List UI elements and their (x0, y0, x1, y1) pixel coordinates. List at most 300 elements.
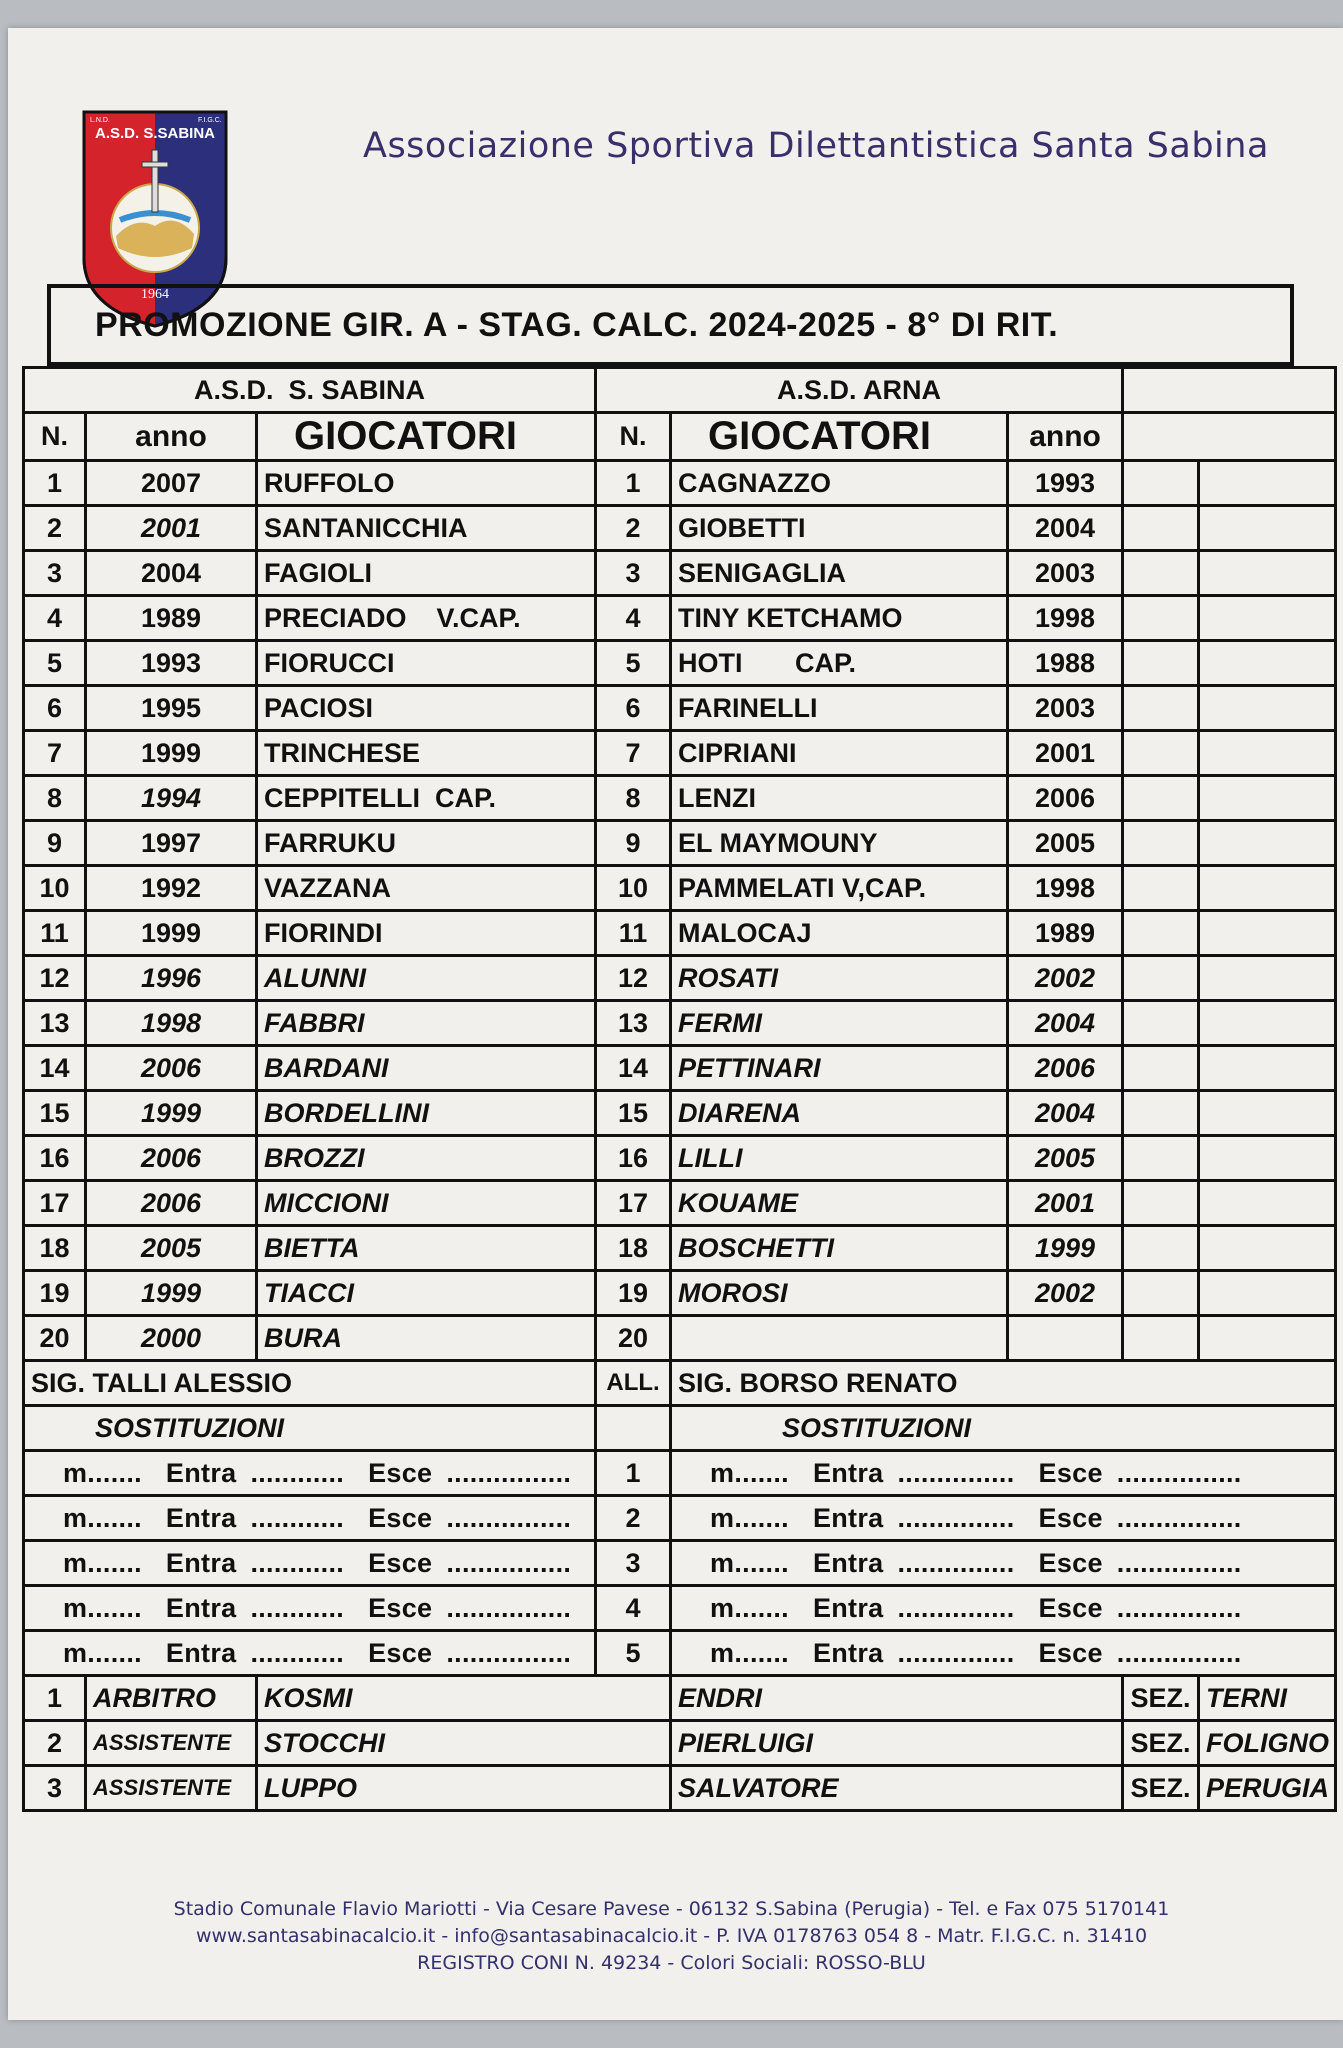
player-row (24, 1046, 1336, 1091)
away-player-year: 2003 (1008, 686, 1123, 731)
substitution-number: 3 (596, 1541, 671, 1586)
blank-cell (1199, 1001, 1336, 1046)
away-substitution-line (671, 1586, 1336, 1631)
minute-field: m....... (63, 1502, 142, 1533)
away-player-name: CAGNAZZO (671, 461, 1008, 506)
blank-cell (1123, 1001, 1199, 1046)
home-player-year: 1989 (86, 596, 257, 641)
home-player-name: RUFFOLO (257, 461, 596, 506)
enter-field: ............ (250, 1547, 345, 1578)
away-player-year: 2003 (1008, 551, 1123, 596)
home-player-number: 19 (24, 1271, 86, 1316)
away-player-number: 5 (596, 641, 671, 686)
home-substitution-line (24, 1496, 596, 1541)
minute-field: m....... (63, 1637, 142, 1668)
home-player-number: 6 (24, 686, 86, 731)
footer-line-2: www.santasabinacalcio.it - info@santasabinacalcio.it - P. IVA 0178763 054 8 - Matr. F.I.G.C. n. 31410 (195, 1925, 1148, 1947)
home-player-name: MICCIONI (257, 1181, 596, 1226)
player-row (24, 1271, 1336, 1316)
minute-field: m....... (710, 1547, 789, 1578)
official-section: FOLIGNO (1199, 1721, 1336, 1766)
substitutions-title-row (24, 1406, 1336, 1451)
home-substitution-line (24, 1541, 596, 1586)
player-row (24, 1136, 1336, 1181)
blank-cell (1123, 413, 1336, 461)
home-player-name: SANTANICCHIA (257, 506, 596, 551)
away-player-name: CIPRIANI (671, 731, 1008, 776)
home-player-year: 1999 (86, 1271, 257, 1316)
away-substitution-line (671, 1496, 1336, 1541)
exit-field: ................ (446, 1592, 572, 1623)
exit-label: Esce (368, 1637, 433, 1668)
official-surname: KOSMI (257, 1676, 671, 1721)
exit-label: Esce (1038, 1637, 1103, 1668)
player-row (24, 1181, 1336, 1226)
exit-label: Esce (368, 1592, 433, 1623)
away-player-year (1008, 1316, 1123, 1361)
away-coach: SIG. BORSO RENATO (671, 1361, 1336, 1406)
blank-cell (1123, 1136, 1199, 1181)
away-player-number: 19 (596, 1271, 671, 1316)
section-label: SEZ. (1123, 1766, 1199, 1811)
away-subs-title: SOSTITUZIONI (671, 1406, 1336, 1451)
away-player-number: 3 (596, 551, 671, 596)
away-player-year: 2004 (1008, 1091, 1123, 1136)
substitution-row (24, 1631, 1336, 1676)
home-player-name: FIORINDI (257, 911, 596, 956)
exit-field: ................ (1116, 1637, 1242, 1668)
away-player-year: 1993 (1008, 461, 1123, 506)
enter-label: Entra (812, 1502, 884, 1533)
logo-small-right: F.I.G.C. (198, 117, 222, 124)
blank-cell (1123, 506, 1199, 551)
blank-cell (1199, 551, 1336, 596)
official-role: ASSISTENTE (86, 1721, 257, 1766)
exit-field: ................ (446, 1637, 572, 1668)
blank-cell (1199, 731, 1336, 776)
official-name: PIERLUIGI (671, 1721, 1123, 1766)
home-player-name: BORDELLINI (257, 1091, 596, 1136)
substitution-number: 2 (596, 1496, 671, 1541)
player-row (24, 686, 1336, 731)
enter-label: Entra (165, 1637, 237, 1668)
home-col-year: anno (86, 413, 257, 461)
home-player-year: 1995 (86, 686, 257, 731)
blank-cell (1123, 1271, 1199, 1316)
away-player-name: SENIGAGLIA (671, 551, 1008, 596)
minute-field: m....... (710, 1502, 789, 1533)
player-row (24, 1091, 1336, 1136)
home-player-name: VAZZANA (257, 866, 596, 911)
blank-cell (1199, 1181, 1336, 1226)
official-name: SALVATORE (671, 1766, 1123, 1811)
player-row (24, 506, 1336, 551)
enter-label: Entra (812, 1547, 884, 1578)
home-player-name: BROZZI (257, 1136, 596, 1181)
away-player-year: 2004 (1008, 506, 1123, 551)
blank-cell (1123, 461, 1199, 506)
match-title: PROMOZIONE GIR. A - STAG. CALC. 2024-2025 - 8° DI RIT. (47, 284, 1294, 366)
exit-field: ................ (446, 1502, 572, 1533)
player-row (24, 911, 1336, 956)
official-role: ARBITRO (86, 1676, 257, 1721)
blank-cell (1199, 506, 1336, 551)
minute-field: m....... (710, 1592, 789, 1623)
blank-cell (1199, 1271, 1336, 1316)
enter-label: Entra (812, 1637, 884, 1668)
player-row (24, 641, 1336, 686)
exit-field: ................ (446, 1547, 572, 1578)
blank-cell (1123, 821, 1199, 866)
home-player-name: FABBRI (257, 1001, 596, 1046)
away-player-year: 2005 (1008, 1136, 1123, 1181)
enter-field: ............ (250, 1592, 345, 1623)
exit-label: Esce (1038, 1547, 1103, 1578)
home-player-name: PRECIADO V.CAP. (257, 596, 596, 641)
official-number: 1 (24, 1676, 86, 1721)
away-player-year: 2005 (1008, 821, 1123, 866)
blank-cell (1199, 1136, 1336, 1181)
home-player-number: 14 (24, 1046, 86, 1091)
home-player-number: 4 (24, 596, 86, 641)
home-coach: SIG. TALLI ALESSIO (24, 1361, 596, 1406)
coach-row (24, 1361, 1336, 1406)
exit-field: ................ (1116, 1592, 1242, 1623)
exit-label: Esce (1038, 1502, 1103, 1533)
blank-cell (1123, 911, 1199, 956)
blank-cell (1199, 821, 1336, 866)
footer-line-1: Stadio Comunale Flavio Mariotti - Via Cesare Pavese - 06132 S.Sabina (Perugia) - Tel. e Fax 075 5170141 (173, 1898, 1170, 1920)
home-player-year: 2006 (86, 1046, 257, 1091)
exit-field: ................ (1116, 1457, 1242, 1488)
home-player-number: 10 (24, 866, 86, 911)
home-player-name: FIORUCCI (257, 641, 596, 686)
away-player-number: 8 (596, 776, 671, 821)
official-number: 3 (24, 1766, 86, 1811)
home-player-year: 2005 (86, 1226, 257, 1271)
blank-cell (1123, 368, 1336, 413)
away-player-number: 11 (596, 911, 671, 956)
team-names-row (24, 368, 1336, 413)
enter-label: Entra (165, 1502, 237, 1533)
home-player-number: 8 (24, 776, 86, 821)
blank-cell (1123, 866, 1199, 911)
enter-field: ............ (250, 1457, 345, 1488)
away-player-year: 2001 (1008, 731, 1123, 776)
enter-field: ............... (897, 1592, 1015, 1623)
home-player-name: BARDANI (257, 1046, 596, 1091)
home-player-year: 2000 (86, 1316, 257, 1361)
blank-cell (1123, 686, 1199, 731)
away-player-name: ROSATI (671, 956, 1008, 1001)
home-player-year: 1993 (86, 641, 257, 686)
home-player-number: 2 (24, 506, 86, 551)
away-player-year: 2002 (1008, 1271, 1123, 1316)
enter-label: Entra (812, 1592, 884, 1623)
enter-field: ............ (250, 1502, 345, 1533)
officials-rows (24, 1676, 1336, 1811)
home-player-number: 15 (24, 1091, 86, 1136)
player-row (24, 461, 1336, 506)
enter-label: Entra (165, 1457, 237, 1488)
minute-field: m....... (710, 1637, 789, 1668)
away-player-year: 2001 (1008, 1181, 1123, 1226)
home-player-number: 11 (24, 911, 86, 956)
away-player-name: LENZI (671, 776, 1008, 821)
blank-cell (1199, 956, 1336, 1001)
home-player-number: 20 (24, 1316, 86, 1361)
exit-label: Esce (1038, 1457, 1103, 1488)
home-player-year: 1999 (86, 911, 257, 956)
away-player-name: FERMI (671, 1001, 1008, 1046)
enter-field: ............... (897, 1637, 1015, 1668)
away-player-year: 2002 (1008, 956, 1123, 1001)
away-substitution-line (671, 1631, 1336, 1676)
blank-cell (1123, 596, 1199, 641)
away-player-name: EL MAYMOUNY (671, 821, 1008, 866)
home-player-year: 1996 (86, 956, 257, 1001)
substitution-row (24, 1586, 1336, 1631)
away-substitution-line (671, 1451, 1336, 1496)
player-row (24, 1001, 1336, 1046)
home-player-year: 1992 (86, 866, 257, 911)
away-col-players: GIOCATORI (671, 413, 1008, 461)
logo-title: A.S.D. S.SABINA (94, 125, 216, 142)
home-player-name: CEPPITELLI CAP. (257, 776, 596, 821)
home-player-number: 13 (24, 1001, 86, 1046)
official-section: TERNI (1199, 1676, 1336, 1721)
home-substitution-line (24, 1586, 596, 1631)
home-player-name: PACIOSI (257, 686, 596, 731)
away-player-number: 14 (596, 1046, 671, 1091)
player-rows (24, 461, 1336, 1361)
away-player-year: 2006 (1008, 1046, 1123, 1091)
blank-cell (1123, 1091, 1199, 1136)
blank-cell (1123, 776, 1199, 821)
away-player-number: 17 (596, 1181, 671, 1226)
player-row (24, 776, 1336, 821)
home-player-year: 2007 (86, 461, 257, 506)
home-player-name: BURA (257, 1316, 596, 1361)
away-player-number: 1 (596, 461, 671, 506)
exit-label: Esce (368, 1502, 433, 1533)
away-player-name: FARINELLI (671, 686, 1008, 731)
blank-cell (1123, 641, 1199, 686)
away-player-year: 1989 (1008, 911, 1123, 956)
away-player-number: 12 (596, 956, 671, 1001)
away-player-year: 1998 (1008, 596, 1123, 641)
roster-table (22, 366, 1337, 1812)
minute-field: m....... (710, 1457, 789, 1488)
home-player-year: 2001 (86, 506, 257, 551)
footer (0, 1896, 1343, 1977)
home-substitution-line (24, 1631, 596, 1676)
home-player-number: 12 (24, 956, 86, 1001)
player-row (24, 956, 1336, 1001)
player-row (24, 866, 1336, 911)
footer-line-3: REGISTRO CONI N. 49234 - Colori Sociali: ROSSO-BLU (417, 1952, 926, 1974)
player-row (24, 551, 1336, 596)
blank-cell (596, 1406, 671, 1451)
minute-field: m....... (63, 1547, 142, 1578)
home-player-number: 1 (24, 461, 86, 506)
home-team-name: A.S.D. S. SABINA (24, 368, 596, 413)
exit-field: ................ (446, 1457, 572, 1488)
column-header-row (24, 413, 1336, 461)
away-player-number: 9 (596, 821, 671, 866)
blank-cell (1199, 1226, 1336, 1271)
away-player-name: PAMMELATI V,CAP. (671, 866, 1008, 911)
blank-cell (1123, 1226, 1199, 1271)
home-player-number: 3 (24, 551, 86, 596)
home-player-name: FAGIOLI (257, 551, 596, 596)
away-player-name: TINY KETCHAMO (671, 596, 1008, 641)
player-row (24, 731, 1336, 776)
away-player-number: 4 (596, 596, 671, 641)
home-player-name: BIETTA (257, 1226, 596, 1271)
player-row (24, 1316, 1336, 1361)
away-player-name (671, 1316, 1008, 1361)
exit-label: Esce (1038, 1592, 1103, 1623)
away-player-number: 10 (596, 866, 671, 911)
blank-cell (1199, 1316, 1336, 1361)
home-player-year: 1999 (86, 731, 257, 776)
blank-cell (1199, 866, 1336, 911)
away-player-name: KOUAME (671, 1181, 1008, 1226)
home-col-num: N. (24, 413, 86, 461)
home-player-number: 18 (24, 1226, 86, 1271)
player-row (24, 596, 1336, 641)
enter-field: ............ (250, 1637, 345, 1668)
official-row (24, 1721, 1336, 1766)
section-label: SEZ. (1123, 1676, 1199, 1721)
exit-field: ................ (1116, 1502, 1242, 1533)
home-col-players: GIOCATORI (257, 413, 596, 461)
home-substitution-line (24, 1451, 596, 1496)
home-player-name: TIACCI (257, 1271, 596, 1316)
blank-cell (1199, 641, 1336, 686)
substitution-row (24, 1541, 1336, 1586)
away-col-year: anno (1008, 413, 1123, 461)
home-player-year: 2006 (86, 1181, 257, 1226)
official-row (24, 1676, 1336, 1721)
minute-field: m....... (63, 1457, 142, 1488)
away-player-year: 2004 (1008, 1001, 1123, 1046)
home-player-year: 1997 (86, 821, 257, 866)
blank-cell (1123, 1181, 1199, 1226)
away-player-name: MOROSI (671, 1271, 1008, 1316)
away-player-year: 2006 (1008, 776, 1123, 821)
official-surname: STOCCHI (257, 1721, 671, 1766)
away-player-name: DIARENA (671, 1091, 1008, 1136)
substitution-number: 1 (596, 1451, 671, 1496)
enter-label: Entra (165, 1547, 237, 1578)
substitution-number: 5 (596, 1631, 671, 1676)
substitution-rows (24, 1451, 1336, 1676)
away-player-number: 16 (596, 1136, 671, 1181)
away-player-name: MALOCAJ (671, 911, 1008, 956)
player-row (24, 821, 1336, 866)
blank-cell (1199, 596, 1336, 641)
away-substitution-line (671, 1541, 1336, 1586)
away-player-name: PETTINARI (671, 1046, 1008, 1091)
exit-field: ................ (1116, 1547, 1242, 1578)
away-player-name: BOSCHETTI (671, 1226, 1008, 1271)
substitution-row (24, 1451, 1336, 1496)
away-player-year: 1999 (1008, 1226, 1123, 1271)
blank-cell (1199, 1091, 1336, 1136)
away-player-name: GIOBETTI (671, 506, 1008, 551)
enter-label: Entra (165, 1592, 237, 1623)
away-player-year: 1998 (1008, 866, 1123, 911)
away-player-number: 20 (596, 1316, 671, 1361)
logo-small-left: L.N.D. (90, 117, 110, 124)
away-player-year: 1988 (1008, 641, 1123, 686)
substitution-row (24, 1496, 1336, 1541)
blank-cell (1123, 1316, 1199, 1361)
blank-cell (1199, 686, 1336, 731)
official-name: ENDRI (671, 1676, 1123, 1721)
blank-cell (1199, 776, 1336, 821)
away-player-number: 6 (596, 686, 671, 731)
official-row (24, 1766, 1336, 1811)
away-player-name: LILLI (671, 1136, 1008, 1181)
home-player-number: 17 (24, 1181, 86, 1226)
official-surname: LUPPO (257, 1766, 671, 1811)
official-number: 2 (24, 1721, 86, 1766)
away-player-number: 18 (596, 1226, 671, 1271)
official-role: ASSISTENTE (86, 1766, 257, 1811)
home-player-number: 16 (24, 1136, 86, 1181)
home-player-name: TRINCHESE (257, 731, 596, 776)
enter-field: ............... (897, 1457, 1015, 1488)
blank-cell (1199, 911, 1336, 956)
away-team-name: A.S.D. ARNA (596, 368, 1123, 413)
home-player-year: 2006 (86, 1136, 257, 1181)
away-col-num: N. (596, 413, 671, 461)
home-player-year: 2004 (86, 551, 257, 596)
away-player-number: 15 (596, 1091, 671, 1136)
blank-cell (1123, 731, 1199, 776)
logo-year: 1964 (141, 287, 169, 302)
association-name: Associazione Sportiva Dilettantistica Santa Sabina (363, 126, 1269, 166)
away-player-number: 2 (596, 506, 671, 551)
home-player-year: 1998 (86, 1001, 257, 1046)
home-player-name: ALUNNI (257, 956, 596, 1001)
exit-label: Esce (368, 1457, 433, 1488)
blank-cell (1123, 956, 1199, 1001)
home-player-number: 9 (24, 821, 86, 866)
enter-field: ............... (897, 1502, 1015, 1533)
away-player-number: 7 (596, 731, 671, 776)
home-player-year: 1994 (86, 776, 257, 821)
section-label: SEZ. (1123, 1721, 1199, 1766)
blank-cell (1199, 461, 1336, 506)
player-row (24, 1226, 1336, 1271)
substitution-number: 4 (596, 1586, 671, 1631)
enter-label: Entra (812, 1457, 884, 1488)
home-subs-title: SOSTITUZIONI (24, 1406, 596, 1451)
official-section: PERUGIA (1199, 1766, 1336, 1811)
home-player-name: FARRUKU (257, 821, 596, 866)
minute-field: m....... (63, 1592, 142, 1623)
away-player-name: HOTI CAP. (671, 641, 1008, 686)
blank-cell (1123, 551, 1199, 596)
blank-cell (1123, 1046, 1199, 1091)
blank-cell (1199, 1046, 1336, 1091)
away-player-number: 13 (596, 1001, 671, 1046)
home-player-year: 1999 (86, 1091, 257, 1136)
